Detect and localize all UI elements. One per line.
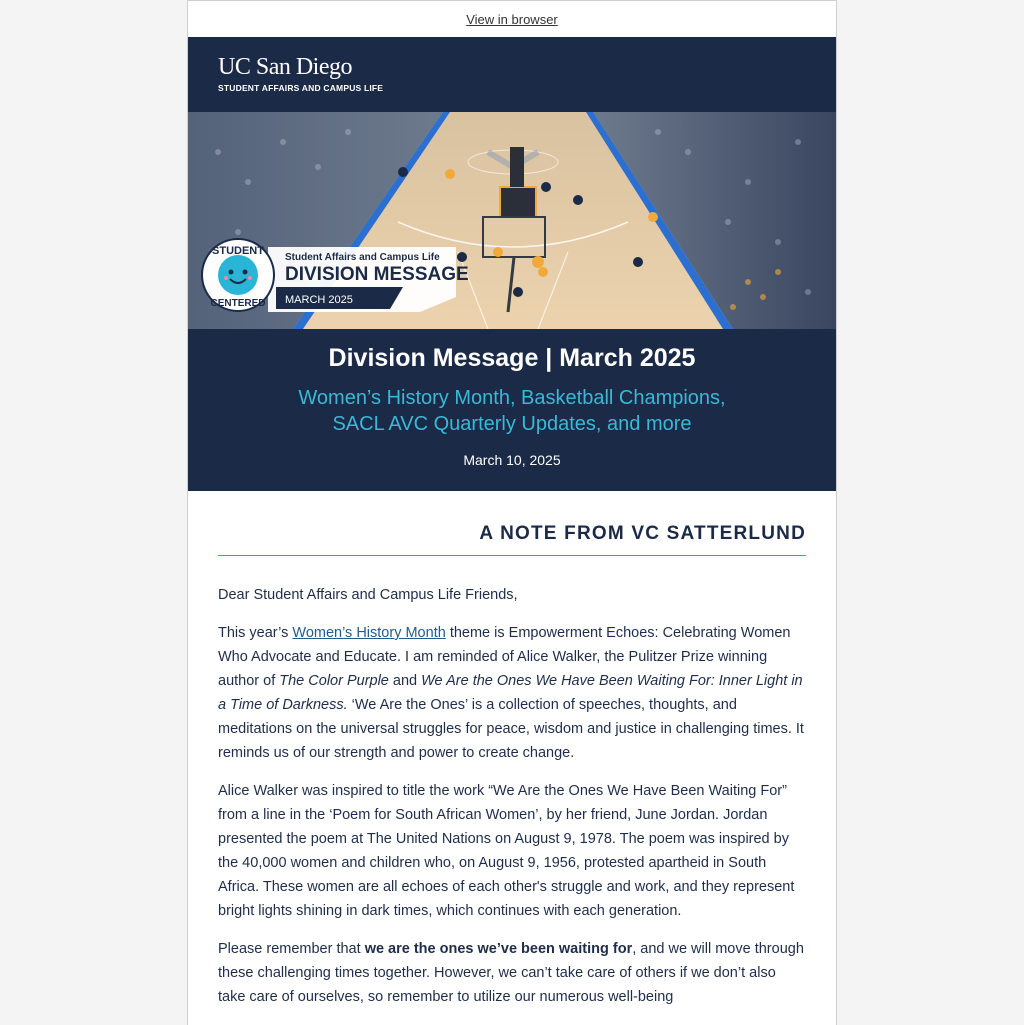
basketball-arena-illustration	[188, 112, 836, 329]
issue-date: March 10, 2025	[463, 452, 561, 468]
p1-text-a: This year’s	[218, 625, 293, 641]
view-in-browser-link[interactable]: View in browser	[466, 11, 558, 27]
message-body	[188, 523, 836, 1009]
title-section	[188, 329, 836, 491]
p1-text-b: theme is Empowerment Echoes: Celebrating Women Who Advocate and Educate. I am reminded of Alice Walker, the Pulitzer Prize winning author of	[218, 625, 791, 689]
smiley-icon	[218, 255, 258, 295]
email-container	[187, 0, 837, 1025]
subtitle-line-1: Women’s History Month, Basketball Champions,	[298, 387, 726, 409]
paragraph-1	[218, 621, 806, 765]
womens-history-month-link[interactable]: Women’s History Month	[292, 625, 446, 641]
subtitle-line-2: SACL AVC Quarterly Updates, and more	[332, 413, 692, 435]
top-bar	[188, 1, 836, 37]
logo-subtitle: STUDENT AFFAIRS AND CAMPUS LIFE	[218, 83, 384, 93]
banner-kicker: Student Affairs and Campus Life	[285, 252, 440, 263]
greeting: Dear Student Affairs and Campus Life Friends,	[218, 587, 518, 603]
banner-date: MARCH 2025	[285, 294, 353, 306]
banner-title: DIVISION MESSAGE	[285, 264, 469, 285]
p3-text-a: Please remember that	[218, 941, 365, 957]
badge-line1: STUDENT	[212, 245, 264, 257]
badge-line2: CENTERED	[210, 298, 266, 309]
paragraph-2: Alice Walker was inspired to title the work “We Are the Ones We Have Been Waiting For” from a line in the ‘Poem for South African Women’, by her friend, June Jordan. Jordan presented the poem at The United Nations on August 9, 1978. The poem was inspired by the 40,000 women and children who, on August 9, 1956, protested apartheid in South Africa. These women are all echoes of each other's struggle and work, and they represent bright lights shining in dark times, which continues with each generation.	[218, 783, 795, 919]
p3-text-b: , and we will move through these challenging times together. However, we can’t take care of others if we don’t also take care of ourselves, so remember to utilize our numerous well-being	[218, 941, 804, 1005]
paragraph-3	[218, 937, 806, 1009]
page-title: Division Message | March 2025	[328, 344, 696, 372]
brand-header	[188, 37, 836, 112]
section-heading: A NOTE FROM VC SATTERLUND	[218, 523, 806, 556]
p1-text-c: and	[388, 673, 422, 689]
p1-text-d: ‘We Are the Ones’ is a collection of speeches, thoughts, and meditations on the universal struggles for peace, wisdom and justice in challenging times. It reminds us of our strength and power to create change.	[218, 697, 804, 761]
hero-image	[188, 112, 836, 329]
book-title-1: The Color Purple	[279, 673, 389, 689]
uc-san-diego-logo: UC San Diego	[218, 54, 352, 80]
p3-bold: we are the ones we’ve been waiting for	[364, 941, 633, 957]
student-centered-badge	[201, 238, 275, 312]
page-subtitle	[268, 385, 756, 437]
book-title-2: We Are the Ones We Have Been Waiting For: Inner Light in a Time of Darkness.	[218, 673, 803, 713]
